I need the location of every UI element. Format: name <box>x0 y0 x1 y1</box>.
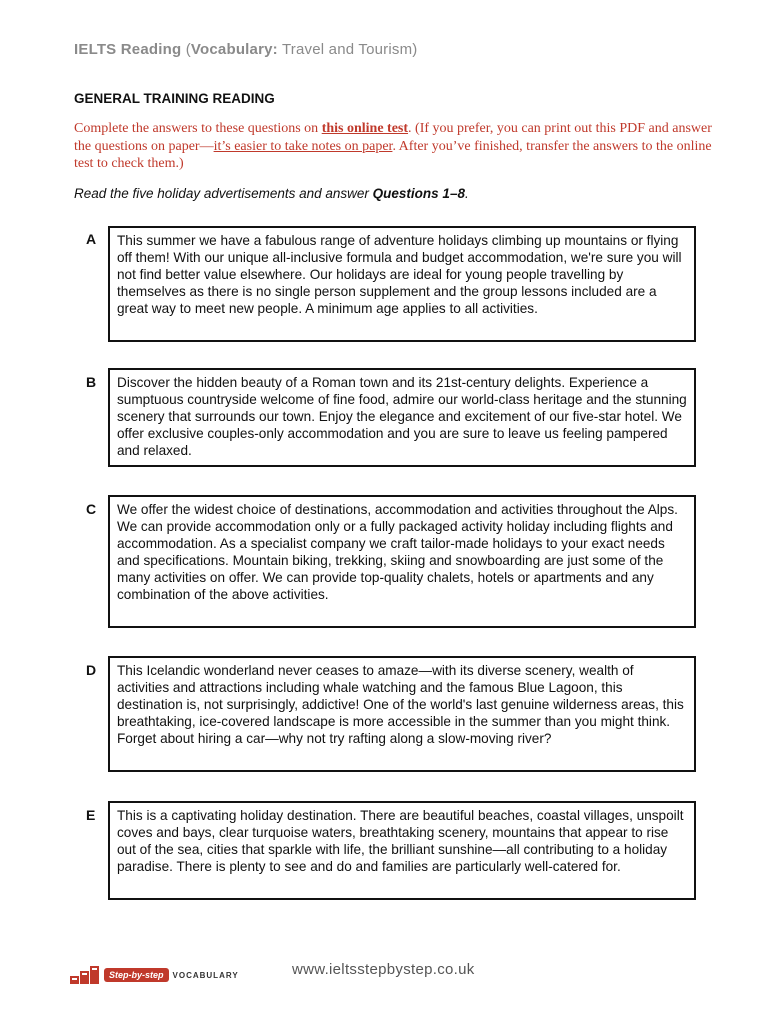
ad-box-c: We offer the widest choice of destinations, accommodation and activities throughout the Alps. We can provide accommodation only or a fully packaged activity holiday including flights and accommodation. As a specialist company we craft tailor-made holidays to your exact needs and specifications. Mountain biking, trekking, skiing and snowboarding are just some of the many activities on offer. We can provide top-quality chalets, hotels or apartments and any combination of the above activities. <box>108 495 696 628</box>
lead-text <box>74 186 469 201</box>
instructions-part2: . (If you prefer, you can print out this PDF and answer the questions on paper— <box>74 121 712 154</box>
logo-word: VOCABULARY <box>172 970 239 980</box>
ad-box-b: Discover the hidden beauty of a Roman town and its 21st-century delights. Experience a sumptuous countryside welcome of fine food, admire our world-class heritage and the stunning scenery that surrounds our town. Enjoy the elegance and excitement of our five-star hotel. We offer exclusive couples-only accommodation and you are sure to leave us feeling pampered and relaxed. <box>108 368 696 467</box>
notes-on-paper-link[interactable]: it’s easier to take notes on paper <box>213 138 393 154</box>
section-title: GENERAL TRAINING READING <box>74 91 275 106</box>
ad-letter-a: A <box>86 231 97 247</box>
instructions <box>74 120 714 173</box>
ad-letter-c: C <box>86 501 97 517</box>
ad-letter-e: E <box>86 807 96 823</box>
lead-end: . <box>464 186 469 201</box>
ad-box-d: This Icelandic wonderland never ceases to amaze—with its diverse scenery, wealth of activities and attractions including whale watching and the famous Blue Lagoon, this destination is, not surprisingly, addictive! One of the world's last genuine wilderness areas, this breathtaking, ice-covered landscape is more accessible in the summer than you might think. Forget about hiring a car—why not try rafting along a slow-moving river? <box>108 656 696 772</box>
header-paren: ( <box>181 41 191 58</box>
stairs-logo-icon <box>70 966 100 984</box>
lead-main: Read the five holiday advertisements and answer <box>74 186 373 201</box>
instructions-part3: . After you’ve finished, transfer the answers to the online test to check them.) <box>74 138 712 171</box>
ad-letter-b: B <box>86 374 97 390</box>
footer-url[interactable]: www.ieltsstepbystep.co.uk <box>292 961 475 978</box>
header-topic: Travel and Tourism) <box>277 41 418 58</box>
header-prefix: IELTS Reading <box>74 41 182 58</box>
ad-box-a: This summer we have a fabulous range of adventure holidays climbing up mountains or flying off them! With our unique all-inclusive formula and budget accommodation, we're sure you will not find better value elsewhere. Our holidays are ideal for young people travelling by themselves as there is no single person supplement and the group lessons included are a great way to meet new people. A minimum age applies to all activities. <box>108 226 696 342</box>
ad-letter-d: D <box>86 662 97 678</box>
online-test-link[interactable]: this online test <box>321 121 409 136</box>
lead-questions: Questions 1–8 <box>372 186 465 201</box>
page-header <box>74 41 417 58</box>
instructions-part1: Complete the answers to these questions on <box>74 121 322 136</box>
footer-logo <box>70 966 239 984</box>
ad-box-e: This is a captivating holiday destination. There are beautiful beaches, coastal villages, unspoilt coves and bays, clear turquoise waters, breathtaking scenery, mountains that appear to rise out of the sea, cities that sparkle with life, the brilliant sunshine—all contributing to a holiday paradise. There is plenty to see and do and families are particularly well-catered for. <box>108 801 696 900</box>
header-vocab-label: Vocabulary: <box>190 41 278 58</box>
logo-badge: Step-by-step <box>104 968 169 982</box>
